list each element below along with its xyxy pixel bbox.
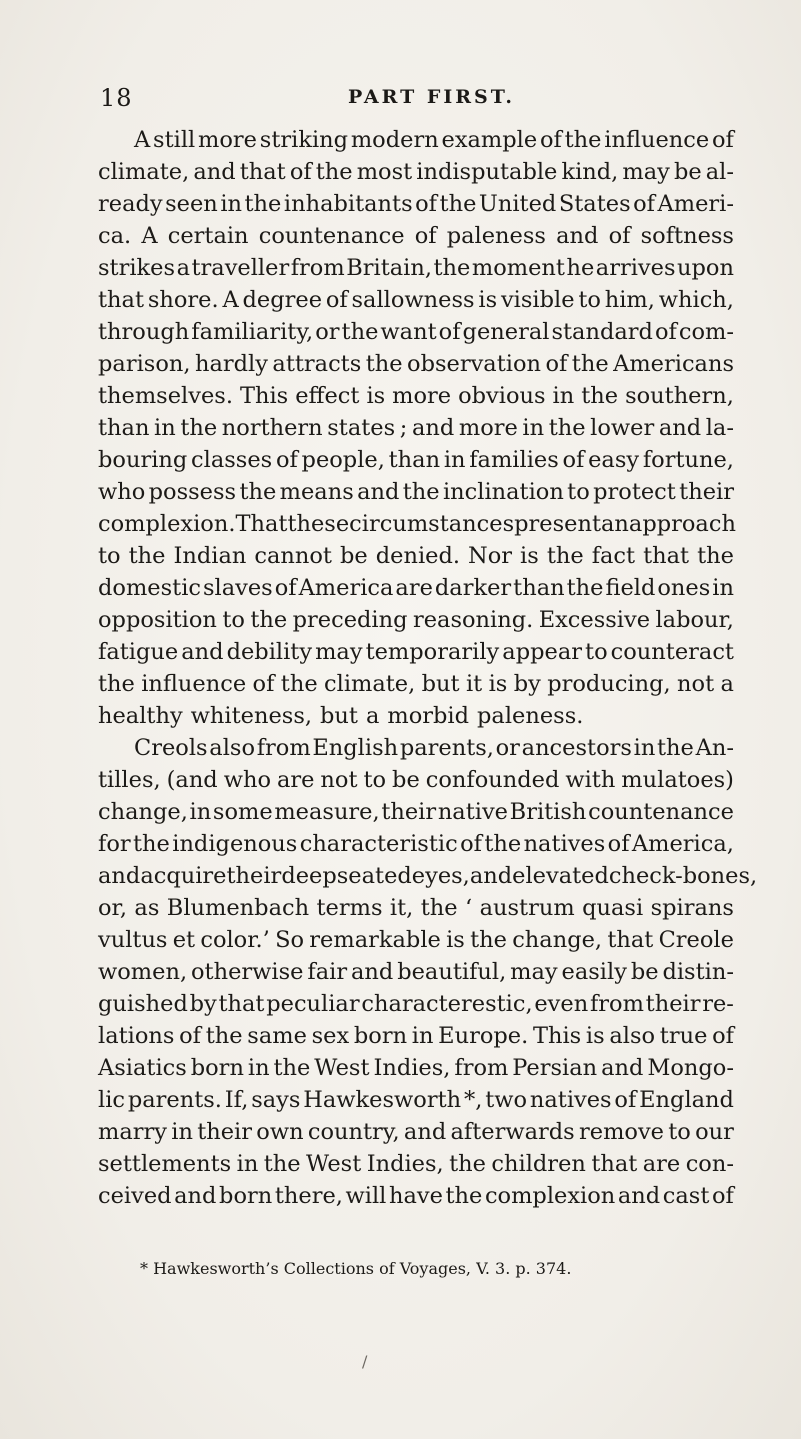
text-line: that shore. A degree of sallowness is visible to him, which, [98,287,734,313]
text-line: vultus et color.’ So remarkable is the change, that Creole [98,927,734,953]
text-line: change, in some measure, their native British countenance [98,799,734,825]
text-line: tilles, (and who are not to be confounded with mulatoes) [98,767,734,793]
text-line: lic parents. If, says Hawkesworth *, two natives of England [98,1087,734,1113]
text-line: through familiarity, or the want of general standard of com- [98,319,734,345]
text-line: complexion. That these circumstances present an approach [98,511,736,537]
text-line: healthy whiteness, but a morbid paleness. [98,703,584,729]
running-head [100,84,720,114]
text-line: who possess the means and the inclination to protect their [98,479,734,505]
text-line: women, otherwise fair and beautiful, may easily be distin- [98,959,734,985]
text-line: lations of the same sex born in Europe. This is also true of [98,1023,734,1049]
text-line: ca. A certain countenance of paleness and of softness [98,223,734,249]
text-line: settlements in the West Indies, the children that are con- [98,1151,734,1177]
text-line: fatigue and debility may temporarily appear to counteract [98,639,734,665]
text-line: bouring classes of people, than in families of easy fortune, [98,447,734,473]
text-line: Creols also from English parents, or ancestors in the An- [134,735,734,761]
text-line: themselves. This effect is more obvious in the southern, [98,383,734,409]
running-title: PART FIRST. [348,86,516,108]
text-line: ceived and born there, will have the complexion and cast of [98,1183,734,1209]
text-line: marry in their own country, and afterwards remove to our [98,1119,734,1145]
text-line: domestic slaves of America are darker than the field ones in [98,575,734,601]
text-line: and acquire their deep seated eyes, and elevated check-bones, [98,863,758,889]
text-line: for the indigenous characteristic of the natives of America, [98,831,734,857]
body-text [98,124,758,1212]
text-line: or, as Blumenbach terms it, the ‘ austrum quasi spirans [98,895,734,921]
footnote: * Hawkesworth’s Collections of Voyages, V. 3. p. 374. [140,1259,572,1278]
text-line: climate, and that of the most indisputable kind, may be al- [98,159,734,185]
text-line: strikes a traveller from Britain, the moment he arrives upon [98,255,734,281]
text-line: than in the northern states ; and more in the lower and la- [98,415,734,441]
text-line: Asiatics born in the West Indies, from Persian and Mongo- [98,1055,734,1081]
text-line: opposition to the preceding reasoning. Excessive labour, [98,607,734,633]
page-number: 18 [100,84,133,112]
text-line: to the Indian cannot be denied. Nor is the fact that the [98,543,734,569]
text-line: the influence of the climate, but it is by producing, not a [98,671,734,697]
stray-mark: / [362,1352,368,1371]
text-line: A still more striking modern example of the influence of [134,127,734,153]
text-line: ready seen in the inhabitants of the United States of Ameri- [98,191,734,217]
text-line: guished by that peculiar characterestic, even from their re- [98,991,734,1017]
text-line: parison, hardly attracts the observation of the Americans [98,351,734,377]
